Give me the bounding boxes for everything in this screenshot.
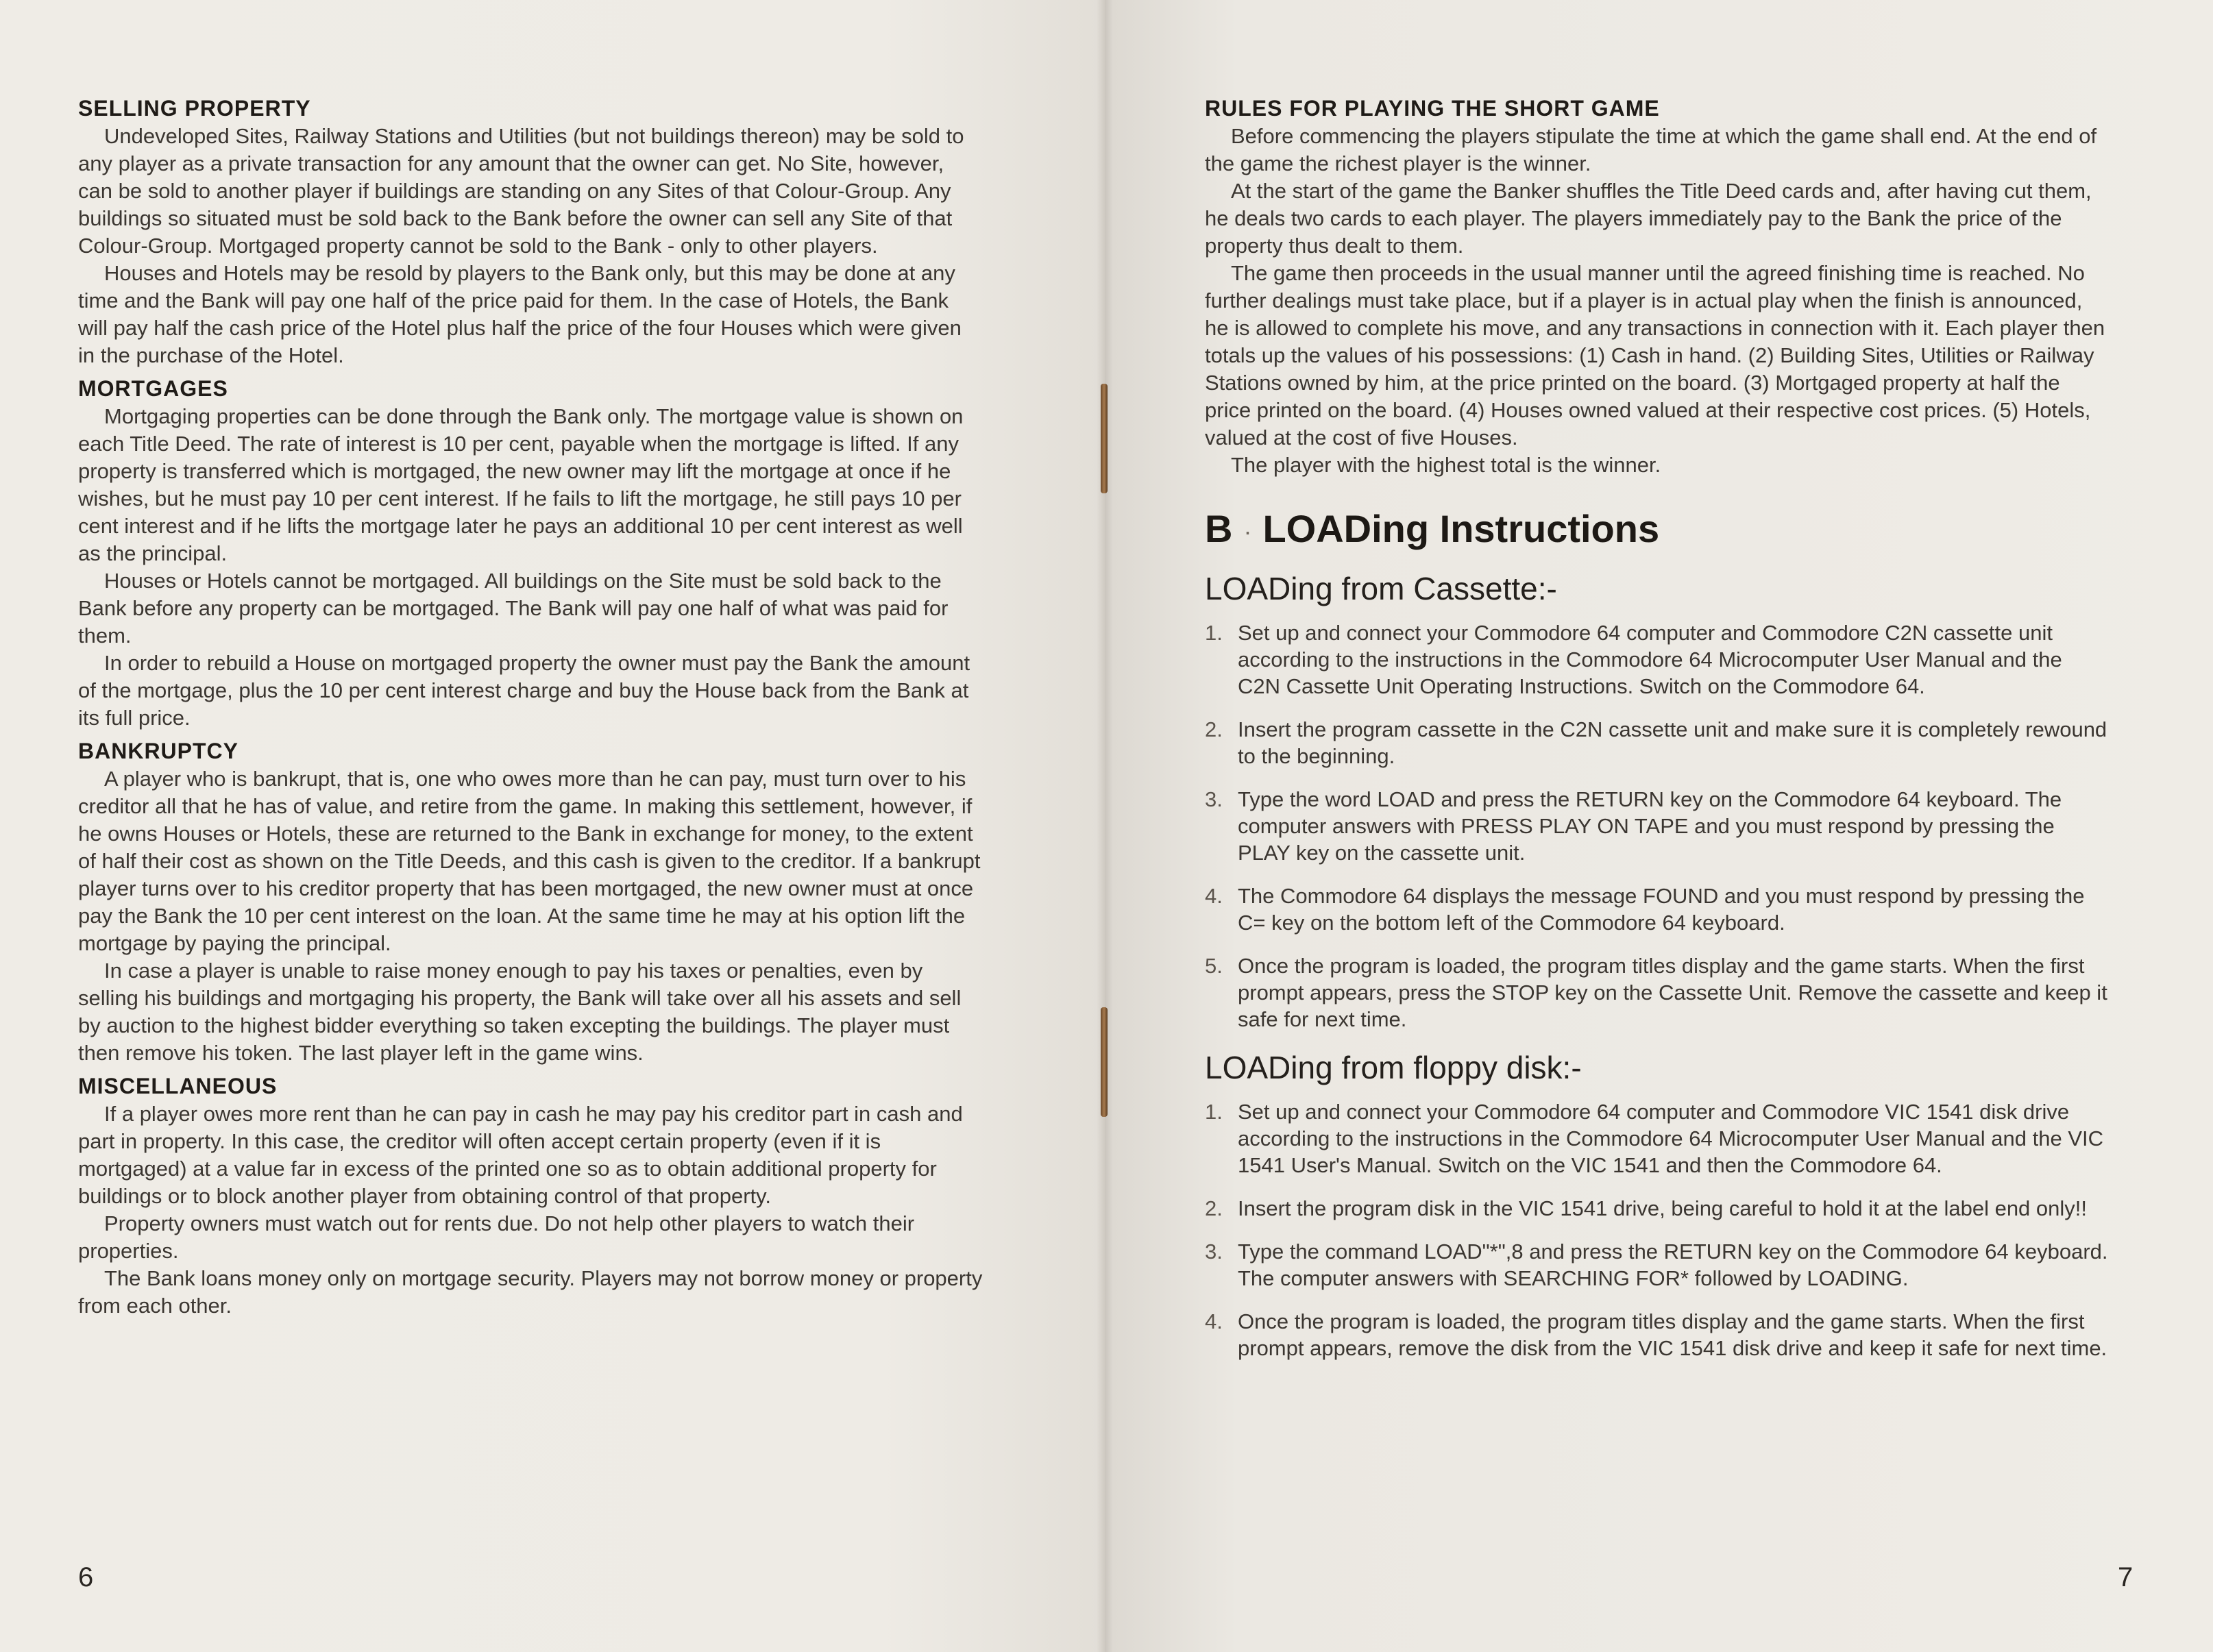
step-number: 3. [1205, 1240, 1223, 1263]
loading-instructions-title [1205, 506, 2110, 551]
page-number-right: 7 [2118, 1562, 2133, 1592]
left-column [78, 96, 983, 1327]
step-item [1205, 1308, 2110, 1361]
step-number: 1. [1205, 1100, 1223, 1124]
section-bankruptcy [78, 739, 983, 1067]
step-item [1205, 786, 2110, 866]
title-separator: · [1243, 517, 1252, 546]
paragraph: Before commencing the players stipulate the time at which the game shall end. At the end of the game the richest player is the winner. [1205, 124, 2097, 175]
binding-gutter [1097, 0, 1113, 1652]
section-short-game [1205, 96, 2110, 479]
section-letter: B [1205, 507, 1233, 550]
step-number: 2. [1205, 717, 1223, 741]
disk-steps [1205, 1098, 2110, 1361]
section-heading: MISCELLANEOUS [78, 1074, 278, 1098]
right-column [1205, 96, 2110, 1378]
paragraph: The player with the highest total is the winner. [1231, 453, 1661, 477]
paragraph: Houses or Hotels cannot be mortgaged. All buildings on the Site must be sold back to the Bank before any property can be mortgaged. The Bank will pay one half of what was paid for them. [78, 569, 949, 648]
cassette-instructions [1205, 570, 2110, 1033]
step-text: The Commodore 64 displays the message FOUND and you must respond by pressing the C= key on the bottom left of the Commodore 64 keyboard. [1238, 884, 2085, 935]
step-item [1205, 1195, 2110, 1222]
step-item [1205, 619, 2110, 700]
step-number: 1. [1205, 621, 1223, 645]
step-text: Type the command LOAD"*",8 and press the RETURN key on the Commodore 64 keyboard. The computer answers with SEARCHING FOR* followed by LOADING. [1238, 1240, 2108, 1290]
staple-bottom [1101, 1007, 1108, 1117]
cassette-steps [1205, 619, 2110, 1033]
paragraph: Property owners must watch out for rents due. Do not help other players to watch their properties. [78, 1211, 915, 1263]
paragraph: A player who is bankrupt, that is, one who owes more than he can pay, must turn over to his creditor all that he has of value, and retire from the game. In making this settlement, however, if he owns Houses or Hotels, these are returned to the Bank in exchange for money, to the extent of half their cost as shown on the Title Deeds, and this cash is given to the creditor. If a bankrupt player turns over to his creditor property that has been mortgaged, the new owner must at once pay the Bank the 10 per cent interest on the loan. At the same time he may at his option lift the mortgage by paying the principal. [78, 767, 981, 955]
step-text: Set up and connect your Commodore 64 computer and Commodore VIC 1541 disk drive according to the instructions in the Commodore 64 Microcomputer User Manual and the VIC 1541 User's Manual. Switch on the VIC 1541 and then the Commodore 64. [1238, 1100, 2103, 1177]
step-text: Once the program is loaded, the program titles display and the game starts. When the first prompt appears, press the STOP key on the Cassette Unit. Remove the cassette and keep it safe for next time. [1238, 954, 2107, 1031]
step-item [1205, 1238, 2110, 1292]
paragraph: Undeveloped Sites, Railway Stations and Utilities (but not buildings thereon) may be sold to any player as a private transaction for any amount that the owner can get. No Site, however, can be sold to another player if buildings are standing on any Sites of that Colour-Group. Any buildings so situated must be sold back to the Bank before the owner can sell any Site of that Colour-Group. Mortgaged property cannot be sold to the Bank - only to other players. [78, 124, 964, 258]
step-item [1205, 716, 2110, 769]
step-text: Type the word LOAD and press the RETURN key on the Commodore 64 keyboard. The computer answers with PRESS PLAY ON TAPE and you must respond by pressing the PLAY key on the cassette unit. [1238, 787, 2062, 865]
page-number-left: 6 [78, 1562, 94, 1592]
staple-top [1101, 384, 1108, 493]
paragraph: In case a player is unable to raise money enough to pay his taxes or penalties, even by selling his buildings and mortgaging his property, the Bank will take over all his assets and sell by auction to the highest bidder everything so taken excepting the buildings. The player must then remove his token. The last player left in the game wins. [78, 959, 962, 1065]
section-heading: MORTGAGES [78, 376, 228, 401]
step-text: Set up and connect your Commodore 64 computer and Commodore C2N cassette unit according to the instructions in the Commodore 64 Microcomputer User Manual and the C2N Cassette Unit Operating Instructions. Switch on the Commodore 64. [1238, 621, 2062, 698]
cassette-title: LOADing from Cassette:- [1205, 571, 1557, 606]
step-number: 3. [1205, 787, 1223, 811]
paragraph: At the start of the game the Banker shuffles the Title Deed cards and, after having cut them, he deals two cards to each player. The players immediately pay to the Bank the price of the property thus dealt to them. [1205, 179, 2092, 258]
step-number: 4. [1205, 884, 1223, 908]
section-selling-property [78, 96, 983, 369]
paragraph: The Bank loans money only on mortgage security. Players may not borrow money or property from each other. [78, 1266, 983, 1318]
section-heading: RULES FOR PLAYING THE SHORT GAME [1205, 96, 1660, 121]
paragraph: The game then proceeds in the usual manner until the agreed finishing time is reached. No further dealings must take place, but if a player is in actual play when the finish is announced, he is allowed to complete his move, and any transactions in connection with it. Each player then totals up the values of his possessions: (1) Cash in hand. (2) Building Sites, Utilities or Railway Stations owned by him, at the price printed on the board. (3) Mortgaged property at half the price printed on the board. (4) Houses owned valued at their respective cost prices. (5) Hotels, valued at the cost of five Houses. [1205, 261, 2105, 449]
step-number: 2. [1205, 1196, 1223, 1220]
section-heading: SELLING PROPERTY [78, 96, 311, 121]
paragraph: In order to rebuild a House on mortgaged property the owner must pay the Bank the amount of the mortgage, plus the 10 per cent interest charge and buy the House back from the Bank at its full price. [78, 651, 970, 730]
section-heading: BANKRUPTCY [78, 739, 239, 763]
title-text: LOADing Instructions [1262, 507, 1660, 550]
step-item [1205, 1098, 2110, 1179]
step-number: 5. [1205, 954, 1223, 978]
step-item [1205, 883, 2110, 936]
step-item [1205, 952, 2110, 1033]
step-text: Insert the program disk in the VIC 1541 drive, being careful to hold it at the label end only!! [1238, 1196, 2088, 1220]
disk-instructions [1205, 1049, 2110, 1361]
step-text: Once the program is loaded, the program titles display and the game starts. When the first prompt appears, remove the disk from the VIC 1541 disk drive and keep it safe for next time. [1238, 1309, 2107, 1360]
paragraph: Houses and Hotels may be resold by players to the Bank only, but this may be done at any time and the Bank will pay one half of the price paid for them. In the case of Hotels, the Bank will pay half the cash price of the Hotel plus half the price of the four Houses which were given in the purchase of the Hotel. [78, 261, 962, 367]
section-miscellaneous [78, 1074, 983, 1320]
paragraph: Mortgaging properties can be done through the Bank only. The mortgage value is shown on each Title Deed. The rate of interest is 10 per cent, payable when the mortgage is lifted. If any property is transferred which is mortgaged, the new owner may lift the mortgage at once if he wishes, but he must pay 10 per cent interest. If he fails to lift the mortgage, he still pays 10 per cent interest and if he lifts the mortgage later he pays an additional 10 per cent interest as well as the principal. [78, 404, 964, 565]
step-text: Insert the program cassette in the C2N cassette unit and make sure it is completely rewound to the beginning. [1238, 717, 2107, 768]
paragraph: If a player owes more rent than he can pay in cash he may pay his creditor part in cash and part in property. In this case, the creditor will often accept certain property (even if it is mortgaged) at a value far in excess of the printed one so as to obtain additional property for buildings or to block another player from obtaining control of that property. [78, 1102, 963, 1208]
disk-title: LOADing from floppy disk:- [1205, 1050, 1582, 1085]
step-number: 4. [1205, 1309, 1223, 1333]
section-mortgages [78, 376, 983, 732]
